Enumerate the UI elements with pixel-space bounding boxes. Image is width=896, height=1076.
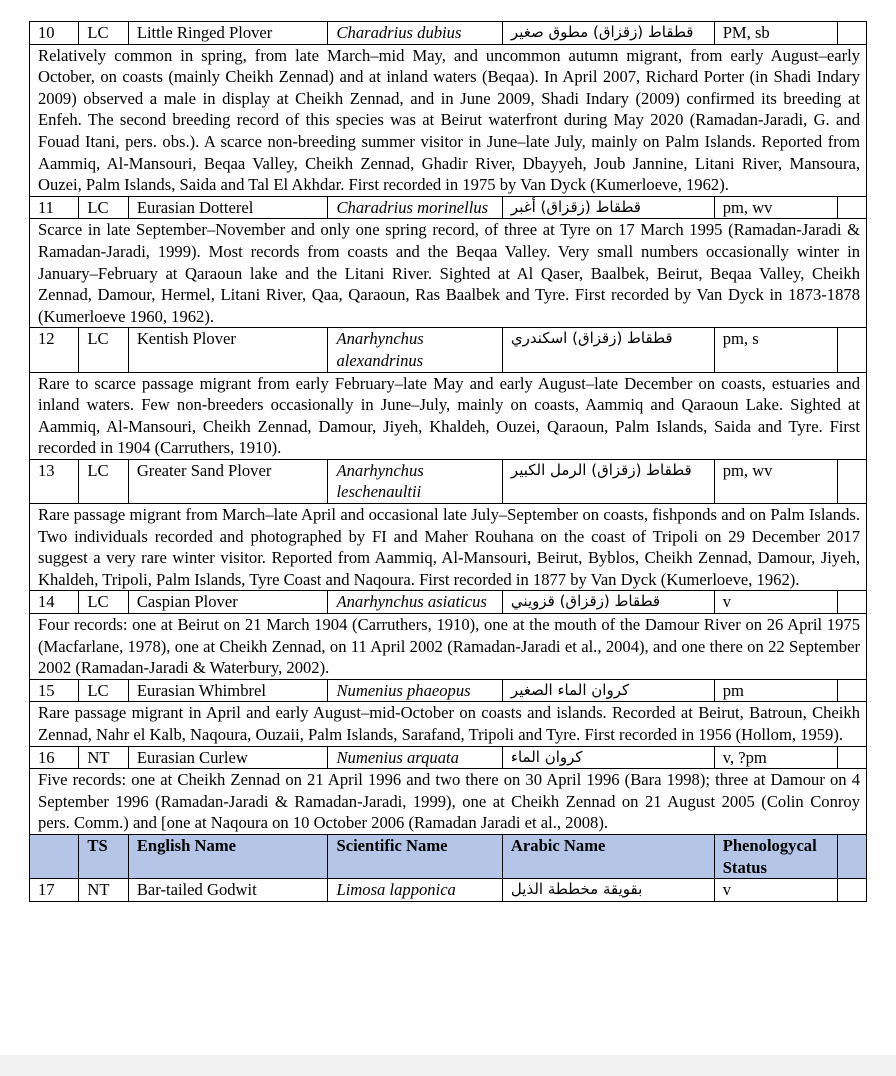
species-number-cell: 10 (30, 22, 79, 45)
species-account-text: Relatively common in spring, from late March–mid May, and uncommon autumn migrant, from early August–early October, on coasts (mainly Cheikh Zennad) and at inland waters (Beqaa). In April 2007, Richard Porter (in Shadi Indary 2009) observed a male in display at Cheikh Zennad, and in June 2009, Shadi Indary (2009) confirmed its breeding at Enfeh. The second breeding record of this species was at Beirut waterfront during May 2020 (Ramadan-Jaradi, G. and Fouad Itani, pers. obs.). A scarce non-breeding summer visitor in June–late July, mainly on Palm Islands. Reported from Aammiq, Al-Mansouri, Beqaa Valley, Cheikh Zennad, Ghadir River, Dbayyeh, Joub Jannine, Litani River, Mansoura, Ouzei, Palm Islands, Saida and Tal El Akhdar. First recorded in 1975 by Van Dyck (Kumerloeve, 1962). (30, 44, 867, 196)
english-name-cell: Eurasian Dotterel (128, 196, 328, 219)
phenological-status-cell: pm, wv (714, 459, 837, 503)
scientific-name-cell: Limosa lapponica (328, 879, 502, 902)
species-table (29, 21, 867, 902)
english-name-cell: Bar-tailed Godwit (128, 879, 328, 902)
species-account-row (30, 769, 867, 835)
species-table-body (30, 22, 867, 902)
threat-status-cell: LC (79, 22, 128, 45)
threat-status-cell: NT (79, 746, 128, 769)
phenological-status-cell: v (714, 591, 837, 614)
scientific-name-cell: Anarhynchus leschenaultii (328, 459, 502, 503)
threat-status-cell: LC (79, 328, 128, 372)
species-row (30, 459, 867, 503)
species-row (30, 746, 867, 769)
species-account-text: Rare passage migrant in April and early August–mid-October on coasts and islands. Recorded at Beirut, Batroun, Cheikh Zennad, Nahr el Kalb, Naqoura, Ouzaii, Palm Islands, Sarafand, Tripoli and Tyre. First recorded in 1956 (Hollom, 1959). (30, 702, 867, 746)
scientific-name-cell: Charadrius morinellus (328, 196, 502, 219)
english-name-cell: Little Ringed Plover (128, 22, 328, 45)
empty-cell (837, 879, 866, 902)
threat-status-cell: TS (79, 834, 128, 878)
phenological-status-cell: v (714, 879, 837, 902)
phenological-status-cell: pm, s (714, 328, 837, 372)
arabic-name-cell: كروان الماء (502, 746, 714, 769)
phenological-status-cell: PM, sb (714, 22, 837, 45)
species-account-text: Five records: one at Cheikh Zennad on 21 April 1996 and two there on 30 April 1996 (Bara 1998); three at Damour on 4 September 1996 (Ramadan-Jaradi & Ramadan-Jaradi, 1999), one at Cheikh Zennad on 21 August 2005 (Colin Conroy pers. Comm.) and [one at Naqoura on 10 October 2006 (Ramadan Jaradi et al., 2008). (30, 769, 867, 835)
threat-status-cell: LC (79, 591, 128, 614)
species-number-cell: 15 (30, 679, 79, 702)
species-account-text: Rare passage migrant from March–late April and occasional late July–September on coasts, fishponds and on Palm Islands. Two individuals recorded and photographed by FI and Maher Rouhana on the coast of Tripoli on 29 December 2017 suggest a very rare winter visitor. Reported from Aammiq, Al-Mansouri, Beirut, Byblos, Cheikh Zennad, Damour, Jiyeh, Khaldeh, Tripoli, Palm Islands, Tyre Coast and Naqoura. First recorded in 1877 by Van Dyck (Kumerloeve, 1962). (30, 504, 867, 591)
scientific-name-cell: Charadrius dubius (328, 22, 502, 45)
page-bottom-margin (0, 1055, 896, 1076)
english-name-cell: Caspian Plover (128, 591, 328, 614)
arabic-name-cell: قطقاط (زقزاق) قزويني (502, 591, 714, 614)
english-name-cell: Greater Sand Plover (128, 459, 328, 503)
species-row (30, 196, 867, 219)
phenological-status-cell: pm (714, 679, 837, 702)
species-account-row (30, 44, 867, 196)
species-account-text: Four records: one at Beirut on 21 March 1904 (Carruthers, 1910), one at the mouth of the Damour River on 26 April 1975 (Macfarlane, 1978), one at Cheikh Zennad, on 11 April 2002 (Ramadan-Jaradi et al., 2004), and one there on 22 September 2002 (Ramadan-Jaradi & Waterbury, 2002). (30, 614, 867, 680)
threat-status-cell: LC (79, 459, 128, 503)
species-account-row (30, 372, 867, 459)
threat-status-cell: NT (79, 879, 128, 902)
species-number-cell (30, 834, 79, 878)
species-row (30, 591, 867, 614)
scientific-name-cell: Anarhynchus alexandrinus (328, 328, 502, 372)
empty-cell (837, 591, 866, 614)
species-account-text: Rare to scarce passage migrant from early February–late May and early August–late December on coasts, estuaries and inland waters. Few non-breeders occasionally in June–July, mainly on coasts, Aammiq and Qaraoun Lake. Sighted at Aammiq, Al-Mansouri, Cheikh Zennad, Damour, Jiyeh, Khaldeh, Ouzei, Qaraoun, Palm Islands, Saida and Tyre. First recorded in 1904 (Carruthers, 1910). (30, 372, 867, 459)
arabic-name-cell: قطقاط (زقزاق) اسكندري (502, 328, 714, 372)
species-account-row (30, 614, 867, 680)
species-number-cell: 11 (30, 196, 79, 219)
species-row (30, 328, 867, 372)
empty-cell (837, 328, 866, 372)
species-number-cell: 17 (30, 879, 79, 902)
phenological-status-cell: v, ?pm (714, 746, 837, 769)
empty-cell (837, 746, 866, 769)
english-name-cell: Eurasian Whimbrel (128, 679, 328, 702)
species-number-cell: 12 (30, 328, 79, 372)
empty-cell (837, 679, 866, 702)
empty-cell (837, 196, 866, 219)
phenological-status-cell: Phenologycal Status (714, 834, 837, 878)
arabic-name-cell: بقويقة مخططة الذيل (502, 879, 714, 902)
arabic-name-cell: Arabic Name (502, 834, 714, 878)
scientific-name-cell: Numenius arquata (328, 746, 502, 769)
species-row (30, 879, 867, 902)
phenological-status-cell: pm, wv (714, 196, 837, 219)
threat-status-cell: LC (79, 679, 128, 702)
species-number-cell: 16 (30, 746, 79, 769)
english-name-cell: English Name (128, 834, 328, 878)
species-row (30, 22, 867, 45)
species-row (30, 679, 867, 702)
threat-status-cell: LC (79, 196, 128, 219)
species-account-row (30, 702, 867, 746)
table-header-row (30, 834, 867, 878)
arabic-name-cell: قطقاط (زقزاق) مطوق صغير (502, 22, 714, 45)
species-account-row (30, 504, 867, 591)
scientific-name-cell: Scientific Name (328, 834, 502, 878)
arabic-name-cell: قطقاط (زقزاق) الرمل الكبير (502, 459, 714, 503)
empty-cell (837, 22, 866, 45)
species-account-row (30, 219, 867, 328)
arabic-name-cell: كروان الماء الصغير (502, 679, 714, 702)
empty-cell (837, 834, 866, 878)
species-number-cell: 14 (30, 591, 79, 614)
arabic-name-cell: قطقاط (زقزاق) أغبر (502, 196, 714, 219)
scientific-name-cell: Anarhynchus asiaticus (328, 591, 502, 614)
english-name-cell: Kentish Plover (128, 328, 328, 372)
species-account-text: Scarce in late September–November and only one spring record, of three at Tyre on 17 March 1995 (Ramadan-Jaradi & Ramadan-Jaradi, 1999). Most records from coasts and the Beqaa Valley. Very small numbers occasionally winter in January–February at Qaraoun lake and the Litani River. Sighted at Al Qaser, Baalbek, Beirut, Beqaa Valley, Cheikh Zennad, Damour, Hermel, Litani River, Qaa, Qaraoun, Ras Baalbek and Tyre. First recorded by Van Dyck in 1873-1878 (Kumerloeve 1960, 1962). (30, 219, 867, 328)
scientific-name-cell: Numenius phaeopus (328, 679, 502, 702)
english-name-cell: Eurasian Curlew (128, 746, 328, 769)
empty-cell (837, 459, 866, 503)
species-number-cell: 13 (30, 459, 79, 503)
